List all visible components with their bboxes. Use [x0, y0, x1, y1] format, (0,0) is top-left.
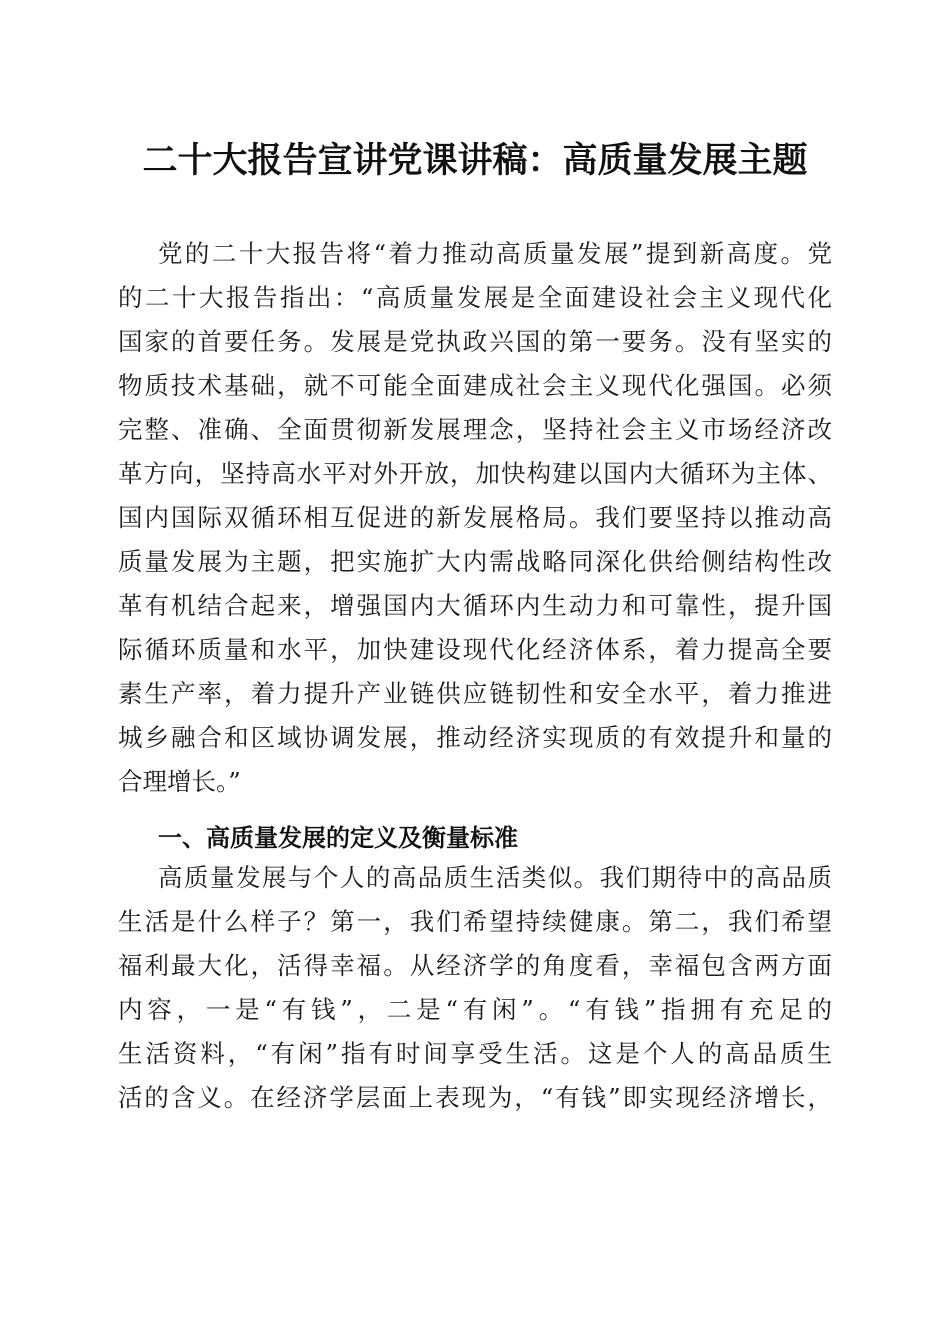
- paragraph-line: 完整、准确、全面贯彻新发展理念，坚持社会主义市场经济改: [118, 415, 832, 444]
- paragraph-line: 质量发展为主题，把实施扩大内需战略同深化供给侧结构性改: [118, 547, 832, 576]
- paragraph-line: 福利最大化，活得幸福。从经济学的角度看，幸福包含两方面: [118, 951, 832, 980]
- paragraph-line: 的二十大报告指出：“高质量发展是全面建设社会主义现代化: [118, 283, 832, 312]
- paragraph-line: 生活是什么样子？第一，我们希望持续健康。第二，我们希望: [118, 907, 832, 936]
- paragraph-section1: [118, 856, 832, 1120]
- document-title: 二十大报告宣讲党课讲稿：高质量发展主题: [142, 140, 808, 181]
- paragraph-line: 国家的首要任务。发展是党执政兴国的第一要务。没有坚实的: [118, 327, 832, 356]
- paragraph-line: 城乡融合和区域协调发展，推动经济实现质的有效提升和量的: [118, 723, 832, 752]
- paragraph-line: 物质技术基础，就不可能全面建成社会主义现代化强国。必须: [118, 371, 832, 400]
- paragraph-line: 合理增长。”: [118, 767, 241, 796]
- paragraph-line: 高质量发展与个人的高品质生活类似。我们期待中的高品质: [158, 863, 832, 892]
- paragraph-line: 素生产率，着力提升产业链供应链韧性和安全水平，着力推进: [118, 679, 832, 708]
- paragraph-line: 革方向，坚持高水平对外开放，加快构建以国内大循环为主体、: [118, 459, 832, 488]
- paragraph-line: 生活资料，“有闲”指有时间享受生活。这是个人的高品质生: [118, 1039, 832, 1068]
- paragraph-line: 活的含义。在经济学层面上表现为，“有钱”即实现经济增长，: [118, 1083, 832, 1112]
- paragraph-line: 国内国际双循环相互促进的新发展格局。我们要坚持以推动高: [118, 503, 832, 532]
- paragraph-line: 内容，一是“有钱”，二是“有闲”。“有钱”指拥有充足的: [118, 995, 832, 1024]
- section-heading: 一、高质量发展的定义及衡量标准: [158, 824, 518, 852]
- paragraph-intro: [118, 232, 832, 804]
- paragraph-line: 党的二十大报告将“着力推动高质量发展”提到新高度。党: [158, 239, 832, 268]
- paragraph-line: 革有机结合起来，增强国内大循环内生动力和可靠性，提升国: [118, 591, 832, 620]
- paragraph-line: 际循环质量和水平，加快建设现代化经济体系，着力提高全要: [118, 635, 832, 664]
